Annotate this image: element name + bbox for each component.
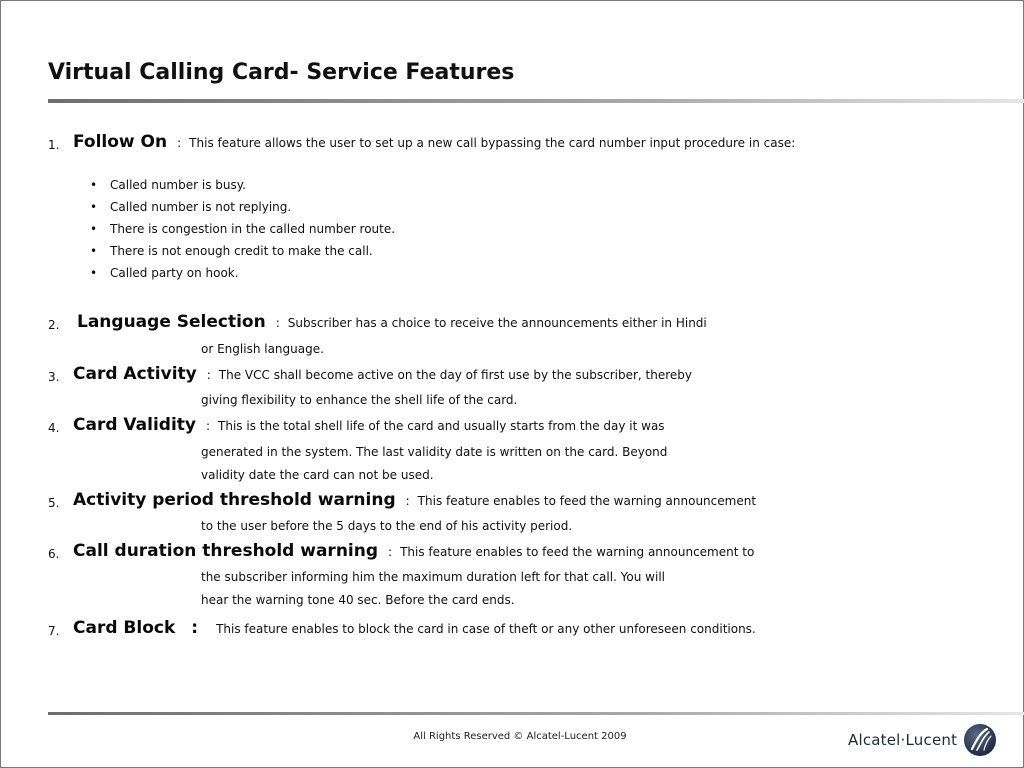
- bullet-text: There is congestion in the called number route.: [110, 222, 396, 237]
- feature-intro: Subscriber has a choice to receive the announcements either in Hindi: [287, 316, 707, 331]
- title-divider: [48, 99, 1024, 103]
- feature-number: 5.: [48, 495, 60, 510]
- colon-separator: :: [206, 367, 211, 382]
- bullet-icon: •: [90, 244, 98, 259]
- colon-separator: :: [191, 618, 199, 639]
- follow-on-conditions: [48, 174, 998, 284]
- feature-continuation: [73, 566, 998, 612]
- feature-item-activity-period-warning: [48, 490, 998, 538]
- continuation-line: giving flexibility to enhance the shell life of the card.: [201, 393, 518, 408]
- feature-heading: Language Selection: [77, 312, 266, 333]
- feature-item-language-selection: [48, 312, 998, 360]
- feature-intro: This feature allows the user to set up a new call bypassing the card number input procedure in case:: [189, 136, 796, 150]
- feature-intro: This is the total shell life of the card and usually starts from the day it was: [218, 419, 665, 434]
- feature-heading: Activity period threshold warning: [73, 489, 396, 510]
- colon-separator: :: [205, 419, 211, 434]
- colon-separator: :: [177, 136, 182, 150]
- feature-number: 4.: [48, 421, 60, 436]
- list-item: [48, 174, 998, 196]
- company-logo: [848, 722, 997, 758]
- feature-number: 7.: [48, 624, 60, 639]
- feature-intro: This feature enables to feed the warning announcement: [417, 493, 757, 508]
- continuation-line: or English language.: [201, 341, 324, 356]
- list-item: [48, 196, 998, 218]
- bullet-icon: •: [90, 178, 98, 193]
- bullet-text: Called party on hook.: [110, 266, 239, 281]
- continuation-line: generated in the system. The last validity date is written on the card. Beyond: [201, 444, 668, 459]
- feature-item-follow-on: [48, 132, 998, 152]
- feature-heading: Card Activity: [73, 363, 197, 384]
- copyright-text: All Rights Reserved © Alcatel-Lucent 2009: [413, 731, 627, 742]
- feature-continuation: [73, 389, 998, 412]
- feature-heading: Follow On: [73, 132, 168, 152]
- bullet-text: Called number is not replying.: [110, 200, 292, 215]
- bullet-icon: •: [90, 200, 98, 215]
- feature-continuation: [73, 441, 998, 487]
- colon-separator: :: [275, 316, 280, 331]
- feature-intro: The VCC shall become active on the day of first use by the subscriber, thereby: [218, 367, 693, 382]
- alcatel-lucent-logo-icon: [963, 723, 997, 757]
- colon-separator: :: [405, 493, 410, 508]
- feature-heading: Call duration threshold warning: [73, 540, 379, 561]
- feature-heading: Card Validity: [73, 415, 196, 436]
- feature-list: [48, 132, 998, 639]
- list-item: [48, 218, 998, 240]
- feature-intro: This feature enables to feed the warning announcement to: [400, 544, 755, 559]
- logo-wordmark: Alcatel·Lucent: [848, 731, 958, 749]
- feature-number: 6.: [48, 546, 60, 561]
- feature-intro: This feature enables to block the card in case of theft or any other unforeseen conditions.: [216, 622, 756, 637]
- feature-item-card-block: [48, 618, 998, 638]
- feature-number: 2.: [48, 318, 60, 333]
- colon-separator: :: [388, 544, 393, 559]
- feature-number: 3.: [48, 369, 60, 384]
- bullet-icon: •: [90, 222, 98, 237]
- slide-title: Virtual Calling Card- Service Features: [48, 60, 515, 85]
- feature-heading: Card Block: [73, 618, 176, 639]
- bullet-text: Called number is busy.: [110, 178, 246, 193]
- bullet-icon: •: [90, 266, 98, 281]
- continuation-line: validity date the card can not be used.: [201, 467, 434, 482]
- feature-continuation: [73, 515, 998, 538]
- bullet-text: There is not enough credit to make the call.: [110, 244, 373, 259]
- feature-item-card-activity: [48, 364, 998, 412]
- feature-continuation: [73, 338, 998, 361]
- list-item: [48, 262, 998, 284]
- continuation-line: the subscriber informing him the maximum duration left for that call. You will: [201, 570, 665, 585]
- feature-item-call-duration-warning: [48, 541, 998, 612]
- footer-divider: [48, 712, 1024, 715]
- feature-item-card-validity: [48, 415, 998, 486]
- feature-number: 1.: [48, 138, 60, 152]
- continuation-line: hear the warning tone 40 sec. Before the card ends.: [201, 593, 515, 608]
- continuation-line: to the user before the 5 days to the end of his activity period.: [201, 518, 573, 533]
- list-item: [48, 240, 998, 262]
